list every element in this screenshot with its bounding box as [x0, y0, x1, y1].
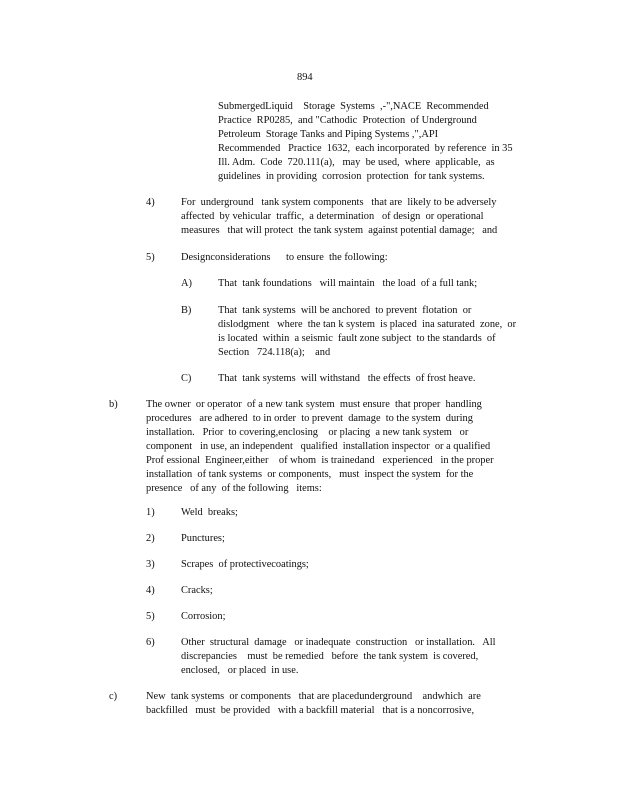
- paragraph-b: [146, 398, 546, 496]
- text-line: affected by vehicular traffic, a determination of design or operational: [181, 211, 484, 222]
- text-line: component in use, an independent qualified installation inspector or a qualified: [146, 441, 491, 452]
- text-line: is located within a seismic fault zone subject to the standards of: [218, 333, 496, 344]
- item-label: 5): [146, 611, 155, 622]
- text-line: Other structural damage or inadequate construction or installation. All: [181, 637, 496, 648]
- list-item: [181, 610, 225, 624]
- item-label: 6): [146, 637, 155, 648]
- text-line: The owner or operator of a new tank system must ensure that proper handling: [146, 399, 482, 410]
- sub-item: [218, 277, 558, 291]
- text-line: Ill. Adm. Code 720.111(a), may be used, where applicable, as: [218, 157, 495, 168]
- text-line: enclosed, or placed in use.: [181, 665, 299, 676]
- text-line: Petroleum Storage Tanks and Piping Systems ,",API: [218, 129, 439, 140]
- text-line: That tank systems will withstand the effects of frost heave.: [218, 373, 476, 384]
- text-line: Designconsiderations to ensure the following:: [181, 252, 388, 263]
- text-line: Cracks;: [181, 585, 213, 596]
- list-item: [181, 636, 541, 678]
- text-line: guidelines in providing corrosion protection for tank systems.: [218, 171, 485, 182]
- page-number: 894: [297, 72, 313, 83]
- text-line: dislodgment where the tan k system is placed ina saturated zone, or: [218, 319, 517, 330]
- paragraph-label: c): [109, 691, 118, 702]
- text-line: That tank systems will be anchored to prevent flotation or: [218, 305, 472, 316]
- text-line: backfilled must be provided with a backfill material that is a noncorrosive,: [146, 705, 475, 716]
- list-item: [181, 506, 238, 520]
- sub-item-label: B): [181, 305, 192, 316]
- list-item: [181, 558, 309, 572]
- text-line: That tank foundations will maintain the load of a full tank;: [218, 278, 478, 289]
- text-line: For underground tank system components that are likely to be adversely: [181, 197, 497, 208]
- text-line: Scrapes of protectivecoatings;: [181, 559, 309, 570]
- paragraph-label: b): [109, 399, 118, 410]
- sub-item: [218, 372, 558, 386]
- sub-item-label: C): [181, 373, 192, 384]
- item-label: 5): [146, 252, 155, 263]
- list-item: [181, 251, 551, 265]
- text-line: measures that will protect the tank system against potential damage; and: [181, 225, 498, 236]
- text-line: New tank systems or components that are placedunderground andwhich are: [146, 691, 481, 702]
- text-line: SubmergedLiquid Storage Systems ,-",NACE Recommended: [218, 101, 489, 112]
- item-label: 3): [146, 559, 155, 570]
- item-label: 4): [146, 585, 155, 596]
- text-line: installation. Prior to covering,enclosing or placing a new tank system or: [146, 427, 469, 438]
- item-label: 2): [146, 533, 155, 544]
- text-line: Prof essional Engineer,either of whom is trainedand experienced in the proper: [146, 455, 494, 466]
- text-line: presence of any of the following items:: [146, 483, 322, 494]
- text-line: Recommended Practice 1632, each incorporated by reference in 35: [218, 143, 513, 154]
- item-label: 1): [146, 507, 155, 518]
- intro-paragraph: [218, 100, 558, 184]
- list-item: [181, 584, 213, 598]
- list-item: [181, 532, 225, 546]
- list-item: [181, 196, 551, 238]
- text-line: Practice RP0285, and "Cathodic Protection of Underground: [218, 115, 477, 126]
- text-line: procedures are adhered to in order to prevent damage to the system during: [146, 413, 473, 424]
- text-line: Weld breaks;: [181, 507, 238, 518]
- text-line: Punctures;: [181, 533, 225, 544]
- sub-item-label: A): [181, 278, 192, 289]
- sub-item: [218, 304, 558, 360]
- text-line: installation of tank systems or components, must inspect the system for the: [146, 469, 474, 480]
- paragraph-c: [146, 690, 546, 718]
- text-line: Corrosion;: [181, 611, 226, 622]
- text-line: Section 724.118(a); and: [218, 347, 331, 358]
- item-label: 4): [146, 197, 155, 208]
- text-line: discrepancies must be remedied before the tank system is covered,: [181, 651, 479, 662]
